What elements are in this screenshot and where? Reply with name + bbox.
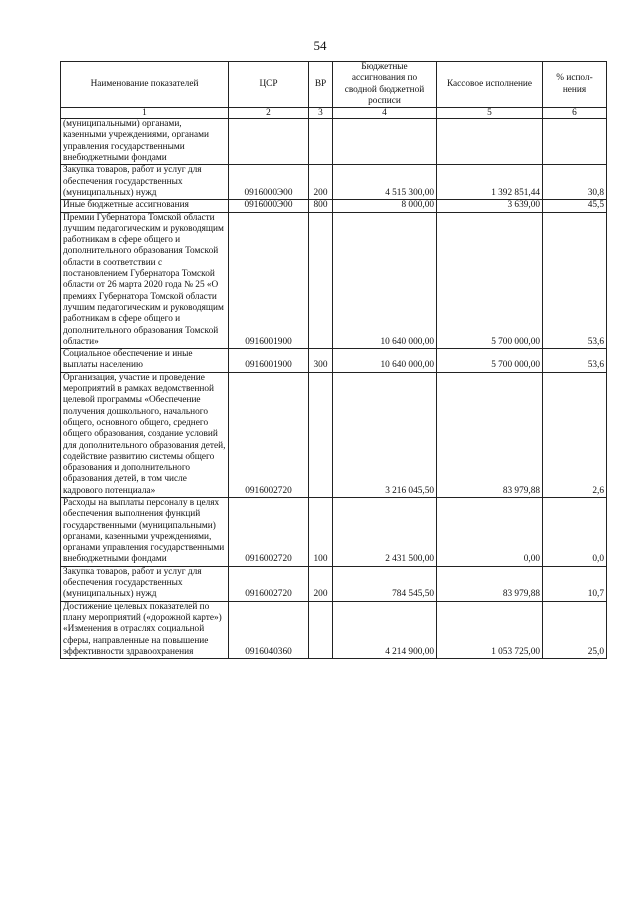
cell-cash: 83 979,88 — [437, 566, 543, 601]
cell-name: Социальное обеспечение и иные выплаты населению — [61, 349, 229, 373]
table-row — [61, 119, 607, 165]
cell-name: Закупка товаров, работ и услуг для обеспечения государственных (муниципальных) нужд — [61, 566, 229, 601]
cell-vr: 200 — [309, 165, 333, 200]
header-name: Наименование показателей — [61, 62, 229, 108]
cell-percent: 25,0 — [543, 601, 607, 658]
cell-budget: 4 515 300,00 — [333, 165, 437, 200]
column-number-row — [61, 108, 607, 119]
cell-budget: 10 640 000,00 — [333, 212, 437, 349]
column-number: 4 — [333, 108, 437, 119]
cell-cash: 83 979,88 — [437, 372, 543, 497]
cell-cash: 1 392 851,44 — [437, 165, 543, 200]
cell-name: Закупка товаров, работ и услуг для обеспечения государственных (муниципальных) нужд — [61, 165, 229, 200]
cell-cash: 5 700 000,00 — [437, 349, 543, 373]
cell-csr: 0916001900 — [229, 349, 309, 373]
cell-percent: 53,6 — [543, 212, 607, 349]
cell-budget: 10 640 000,00 — [333, 349, 437, 373]
cell-percent: 0,0 — [543, 497, 607, 566]
table-body — [61, 108, 607, 659]
cell-csr: 0916002720 — [229, 372, 309, 497]
table-row — [61, 372, 607, 497]
cell-name: Достижение целевых показателей по плану мероприятий («дорожной карте») «Изменения в отраслях социальной сферы, направленные на повышение эффективности здравоохранения — [61, 601, 229, 658]
cell-cash — [437, 119, 543, 165]
cell-budget: 2 431 500,00 — [333, 497, 437, 566]
cell-budget: 3 216 045,50 — [333, 372, 437, 497]
cell-vr: 300 — [309, 349, 333, 373]
cell-name: Иные бюджетные ассигнования — [61, 200, 229, 212]
cell-percent: 45,5 — [543, 200, 607, 212]
cell-vr — [309, 372, 333, 497]
column-number: 1 — [61, 108, 229, 119]
cell-cash: 0,00 — [437, 497, 543, 566]
column-number: 6 — [543, 108, 607, 119]
table-row — [61, 601, 607, 658]
table-row — [61, 566, 607, 601]
table-row — [61, 165, 607, 200]
cell-csr: 0916000Э00 — [229, 165, 309, 200]
cell-cash: 1 053 725,00 — [437, 601, 543, 658]
table-row — [61, 200, 607, 212]
cell-csr: 0916000Э00 — [229, 200, 309, 212]
table-row — [61, 497, 607, 566]
cell-csr: 0916002720 — [229, 566, 309, 601]
cell-percent — [543, 119, 607, 165]
cell-name: Премии Губернатора Томской области лучшим педагогическим и руководящим работникам в сфере общего и дополнительного образования Томской области в соответствии с постановлением Губернатора Томской области от 26 марта 2020 года № 25 «О премиях Губернатора Томской области лучшим педагогическим и руководящим работникам в сфере общего и дополнительного образования Томской области» — [61, 212, 229, 349]
cell-cash: 3 639,00 — [437, 200, 543, 212]
column-number: 5 — [437, 108, 543, 119]
header-vr: ВР — [309, 62, 333, 108]
cell-budget: 784 545,50 — [333, 566, 437, 601]
cell-vr — [309, 601, 333, 658]
column-number: 2 — [229, 108, 309, 119]
cell-budget: 4 214 900,00 — [333, 601, 437, 658]
header-percent: % испол-нения — [543, 62, 607, 108]
cell-vr: 200 — [309, 566, 333, 601]
column-number: 3 — [309, 108, 333, 119]
cell-csr — [229, 119, 309, 165]
header-budget: Бюджетные ассигнования по сводной бюджетной росписи — [333, 62, 437, 108]
cell-percent: 53,6 — [543, 349, 607, 373]
cell-vr — [309, 119, 333, 165]
cell-percent: 30,8 — [543, 165, 607, 200]
header-cash: Кассовое исполнение — [437, 62, 543, 108]
cell-percent: 10,7 — [543, 566, 607, 601]
page-number: 54 — [313, 38, 327, 53]
cell-vr: 100 — [309, 497, 333, 566]
cell-cash: 5 700 000,00 — [437, 212, 543, 349]
cell-vr — [309, 212, 333, 349]
header-row — [61, 62, 607, 108]
cell-name: Организация, участие и проведение мероприятий в рамках ведомственной целевой программы «Обеспечение получения дошкольного, начального общего, основного общего, среднего общего образования, создание условий для дополнительного образования детей, содействие развитию системы общего образования и дополнительного образования детей, в том числе кадрового потенциала» — [61, 372, 229, 497]
cell-name: (муниципальными) органами, казенными учреждениями, органами управления государственными внебюджетными фондами — [61, 119, 229, 165]
budget-table — [60, 61, 607, 659]
cell-csr: 0916002720 — [229, 497, 309, 566]
table-row — [61, 212, 607, 349]
cell-budget — [333, 119, 437, 165]
cell-csr: 0916040360 — [229, 601, 309, 658]
cell-vr: 800 — [309, 200, 333, 212]
cell-percent: 2,6 — [543, 372, 607, 497]
table-row — [61, 349, 607, 373]
cell-budget: 8 000,00 — [333, 200, 437, 212]
header-csr: ЦСР — [229, 62, 309, 108]
cell-csr: 0916001900 — [229, 212, 309, 349]
cell-name: Расходы на выплаты персоналу в целях обеспечения выполнения функций государственными (муниципальными) органами, казенными учреждениями, органами управления государственными внебюджетными фондами — [61, 497, 229, 566]
